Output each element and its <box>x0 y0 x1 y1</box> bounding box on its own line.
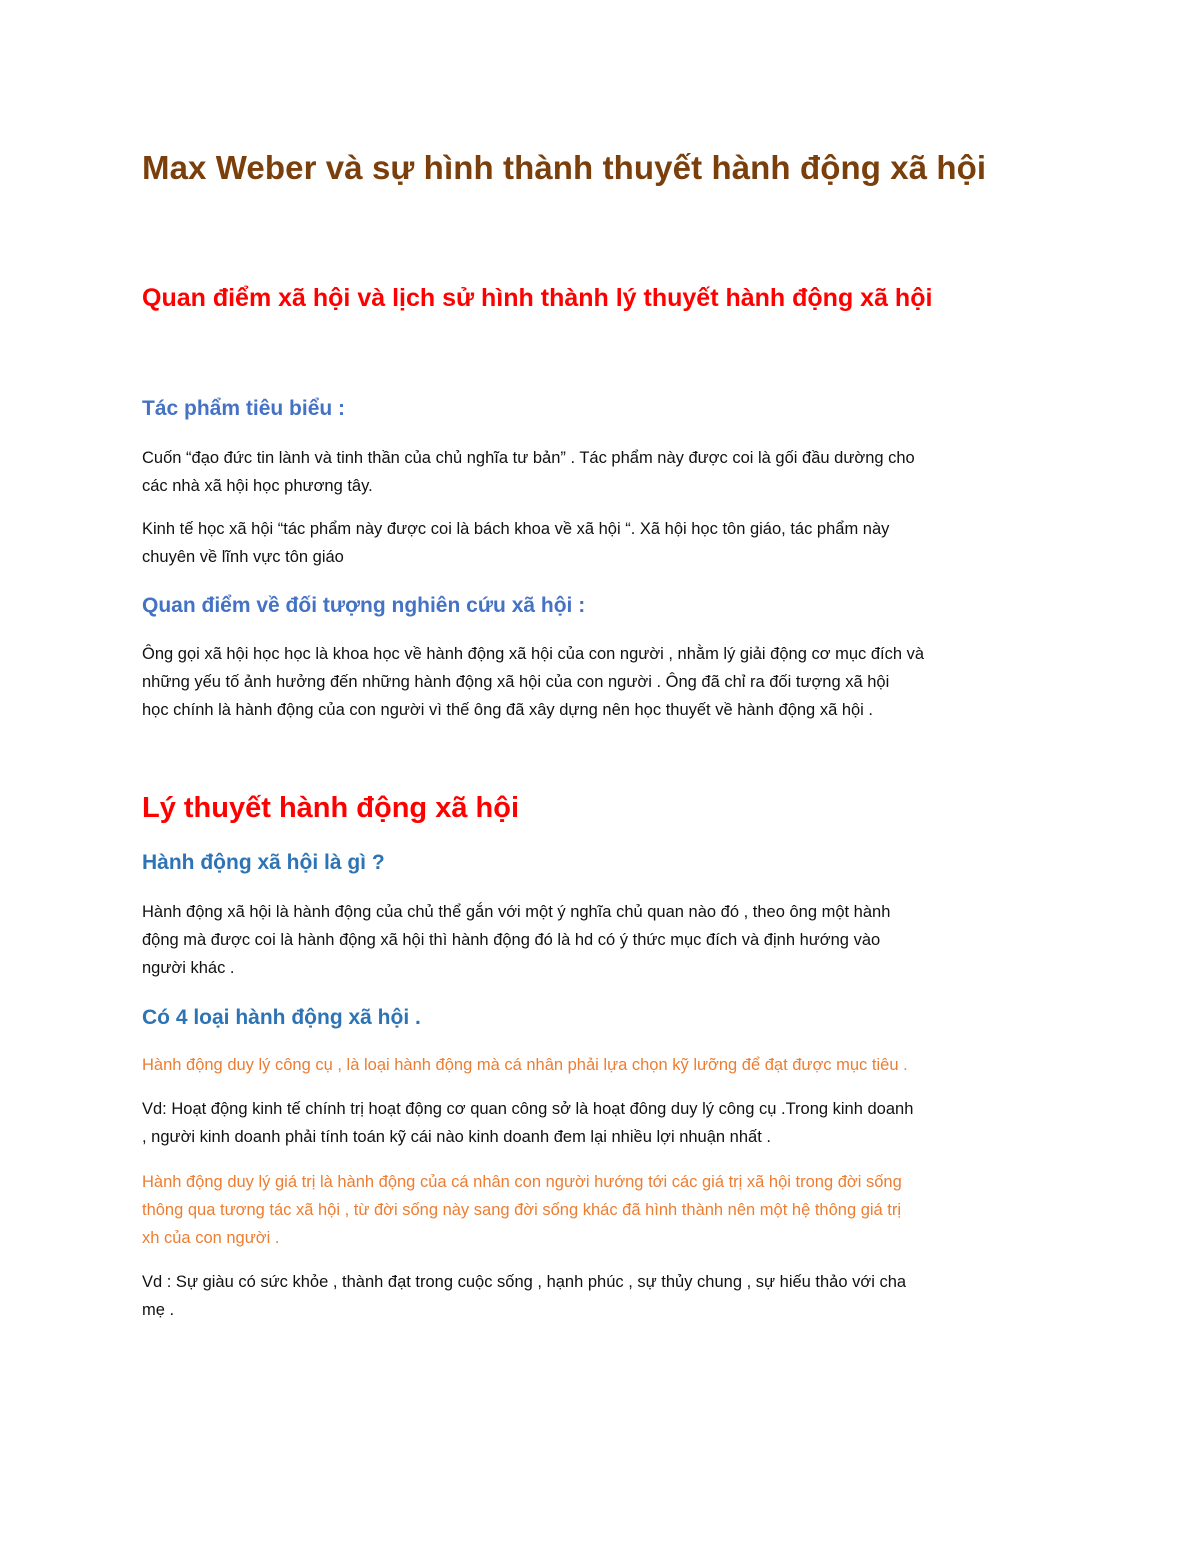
works-heading: Tác phẩm tiêu biểu : <box>142 397 346 420</box>
text-line: mẹ . <box>142 1301 175 1319</box>
text-line: Kinh tế học xã hội “tác phẩm này được coi là bách khoa về xã hội “. Xã hội học tôn giáo, tác phẩm này <box>142 520 890 538</box>
type-value-rational <box>142 1168 902 1252</box>
text-line: động mà được coi là hành động xã hội thì hành động đó là hd có ý thức mục đích và định hướng vào <box>142 931 881 949</box>
what-is-paragraph <box>142 898 890 982</box>
text-line: Ông gọi xã hội học học là khoa học về hành động xã hội của con người , nhằm lý giải động cơ mục đích và <box>142 645 925 663</box>
section-heading-history: Quan điểm xã hội và lịch sử hình thành lý thuyết hành động xã hội <box>142 284 933 312</box>
example-value-rational <box>142 1268 906 1324</box>
document-title: Max Weber và sự hình thành thuyết hành động xã hội <box>142 149 987 186</box>
text-line: những yếu tố ảnh hưởng đến những hành động xã hội của con người . Ông đã chỉ ra đối tượng xã hội <box>142 673 890 691</box>
what-is-heading: Hành động xã hội là gì ? <box>142 851 385 874</box>
text-line: Vd : Sự giàu có sức khỏe , thành đạt trong cuộc sống , hạnh phúc , sự thủy chung , sự hiếu thảo với cha <box>142 1273 907 1291</box>
text-line: Hành động xã hội là hành động của chủ thể gắn với một ý nghĩa chủ quan nào đó , theo ông một hành <box>142 903 891 921</box>
type-instrumental: Hành động duy lý công cụ , là loại hành động mà cá nhân phải lựa chọn kỹ lưỡng để đạt được mục tiêu . <box>142 1056 908 1074</box>
text-line: Hành động duy lý giá trị là hành động của cá nhân con người hướng tới các giá trị xã hội trong đời sống <box>142 1173 902 1191</box>
works-paragraph-1 <box>142 444 915 500</box>
text-line: học chính là hành động của con người vì thế ông đã xây dựng nên học thuyết về hành động xã hội . <box>142 701 874 719</box>
example-instrumental <box>142 1095 913 1151</box>
text-line: , người kinh doanh phải tính toán kỹ cái nào kinh doanh đem lại nhiều lợi nhuận nhất . <box>142 1128 771 1146</box>
text-line: Cuốn “đạo đức tin lành và tinh thần của chủ nghĩa tư bản” . Tác phẩm này được coi là gối đầu dường cho <box>142 449 915 467</box>
text-line: Vd: Hoạt động kinh tế chính trị hoạt động cơ quan công sở là hoạt đông duy lý công cụ .Trong kinh doanh <box>142 1100 914 1118</box>
text-line: xh của con người . <box>142 1229 280 1247</box>
text-line: các nhà xã hội học phương tây. <box>142 477 373 495</box>
research-object-heading: Quan điểm về đối tượng nghiên cứu xã hội : <box>142 594 586 617</box>
text-line: người khác . <box>142 959 235 977</box>
research-object-paragraph <box>142 640 924 724</box>
types-heading: Có 4 loại hành động xã hội . <box>142 1006 421 1029</box>
text-line: thông qua tương tác xã hội , từ đời sống này sang đời sống khác đã hình thành nên một hệ thông giá trị <box>142 1201 902 1219</box>
section-heading-theory: Lý thuyết hành động xã hội <box>142 792 519 824</box>
works-paragraph-2 <box>142 515 889 571</box>
text-line: chuyên về lĩnh vực tôn giáo <box>142 548 344 566</box>
